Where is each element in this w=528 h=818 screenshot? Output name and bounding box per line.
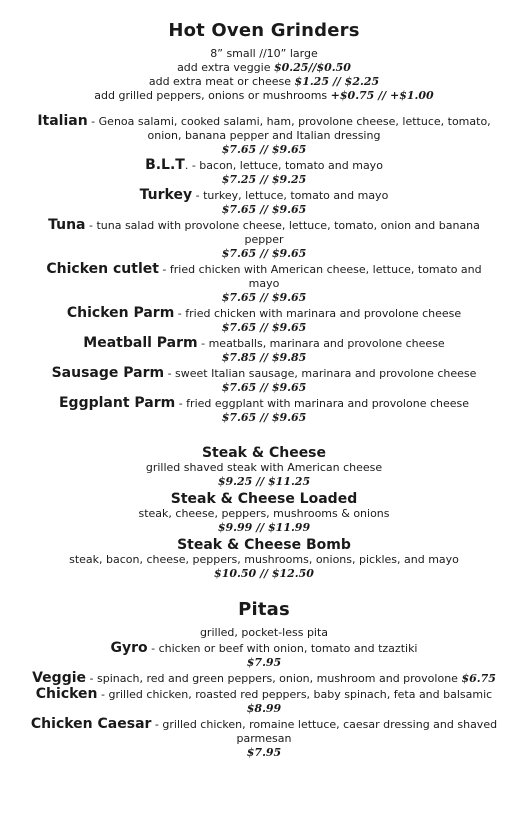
item-name: Italian — [37, 113, 88, 129]
steak-item-desc: grilled shaved steak with American cheese — [145, 461, 383, 474]
pitas-subtitle: grilled, pocket-less pita — [199, 626, 329, 639]
item-name: Chicken — [35, 686, 98, 702]
extra-peppers-price: +$0.75 // +$1.00 — [330, 89, 434, 102]
item-price: $7.65 // $9.65 — [221, 143, 307, 156]
item-name: Veggie — [32, 670, 87, 686]
item-name: Chicken Parm — [66, 305, 175, 321]
item-desc: - Genoa salami, cooked salami, ham, provolone cheese, lettuce, tomato, onion, banana pepper and Italian dressing — [87, 115, 491, 142]
steak-section — [30, 445, 498, 581]
extra-meat-price: $1.25 // $2.25 — [294, 75, 380, 88]
item-price: $7.65 // $9.65 — [221, 291, 307, 304]
item-price: $7.65 // $9.65 — [221, 411, 307, 424]
item-name: Meatball Parm — [83, 335, 198, 351]
item-price: $6.75 — [461, 672, 496, 685]
item-price: $7.95 — [246, 746, 282, 759]
extra-veggie-line — [30, 61, 498, 75]
grinders-title: Hot Oven Grinders — [168, 20, 360, 41]
steak-item-name: Steak & Cheese Bomb — [177, 537, 351, 553]
item-desc: - spinach, red and green peppers, onion, mushroom and provolone — [86, 672, 462, 685]
item-price: $7.85 // $9.85 — [221, 351, 307, 364]
menu-item — [30, 687, 498, 716]
grinder-items — [30, 114, 498, 425]
item-desc: - sweet Italian sausage, marinara and provolone cheese — [164, 367, 477, 380]
steak-item-desc: steak, bacon, cheese, peppers, mushrooms, onions, pickles, and mayo — [69, 553, 459, 566]
item-price: $8.99 — [246, 702, 282, 715]
steak-item-name: Steak & Cheese Loaded — [170, 491, 358, 507]
item-desc: - grilled chicken, romaine lettuce, caesar dressing and shaved parmesan — [151, 718, 498, 745]
item-desc: - turkey, lettuce, tomato and mayo — [192, 189, 389, 202]
menu-item — [30, 262, 498, 305]
item-price: $7.65 // $9.65 — [221, 381, 307, 394]
extra-veggie-price: $0.25//$0.50 — [274, 61, 351, 74]
pitas-title: Pitas — [238, 599, 290, 620]
menu-item — [30, 396, 498, 425]
item-price: $7.65 // $9.65 — [221, 321, 307, 334]
item-price: $7.65 // $9.65 — [221, 247, 307, 260]
item-desc: - chicken or beef with onion, tomato and tzaztiki — [147, 642, 418, 655]
item-name: Eggplant Parm — [58, 395, 176, 411]
steak-item-price: $10.50 // $12.50 — [214, 567, 314, 580]
pita-items — [30, 641, 498, 760]
item-desc: . - bacon, lettuce, tomato and mayo — [184, 159, 383, 172]
extra-peppers-line — [30, 89, 498, 103]
item-desc: - fried chicken with marinara and provolone cheese — [174, 307, 462, 320]
steak-item-price: $9.25 // $11.25 — [217, 475, 311, 488]
item-desc: - grilled chicken, roasted red peppers, baby spinach, feta and balsamic — [97, 688, 493, 701]
extra-veggie-label: add extra veggie — [177, 61, 271, 74]
item-name: Tuna — [48, 217, 86, 233]
menu-item — [30, 336, 498, 365]
item-desc: - tuna salad with provolone cheese, lettuce, tomato, onion and banana pepper — [85, 219, 480, 246]
menu-item — [30, 717, 498, 760]
menu-item — [30, 188, 498, 217]
item-desc: - meatballs, marinara and provolone cheese — [197, 337, 445, 350]
menu-item — [30, 114, 498, 157]
steak-item-desc: steak, cheese, peppers, mushrooms & onions — [138, 507, 390, 520]
menu-item — [30, 671, 498, 686]
steak-item-name: Steak & Cheese — [201, 445, 327, 461]
extra-meat-label: add extra meat or cheese — [148, 75, 292, 88]
steak-item-price: $9.99 // $11.99 — [217, 521, 311, 534]
item-desc: - fried eggplant with marinara and provolone cheese — [175, 397, 470, 410]
item-name: Turkey — [139, 187, 193, 203]
item-name: Chicken Caesar — [30, 716, 152, 732]
item-price: $7.95 — [246, 656, 282, 669]
item-price: $7.25 // $9.25 — [221, 173, 307, 186]
menu-item — [30, 641, 498, 670]
sizes-line: 8” small //10” large — [210, 47, 318, 60]
item-name: Chicken cutlet — [46, 261, 159, 277]
item-name: Sausage Parm — [51, 365, 165, 381]
item-price: $7.65 // $9.65 — [221, 203, 307, 216]
menu-item — [30, 218, 498, 261]
menu-item — [30, 366, 498, 395]
item-desc: - fried chicken with American cheese, lettuce, tomato and mayo — [158, 263, 482, 290]
menu-item — [30, 306, 498, 335]
item-name: Gyro — [110, 640, 148, 656]
extra-meat-line — [30, 75, 498, 89]
extra-peppers-label: add grilled peppers, onions or mushrooms — [94, 89, 328, 102]
item-name: B.L.T — [145, 157, 185, 173]
menu-item — [30, 158, 498, 187]
